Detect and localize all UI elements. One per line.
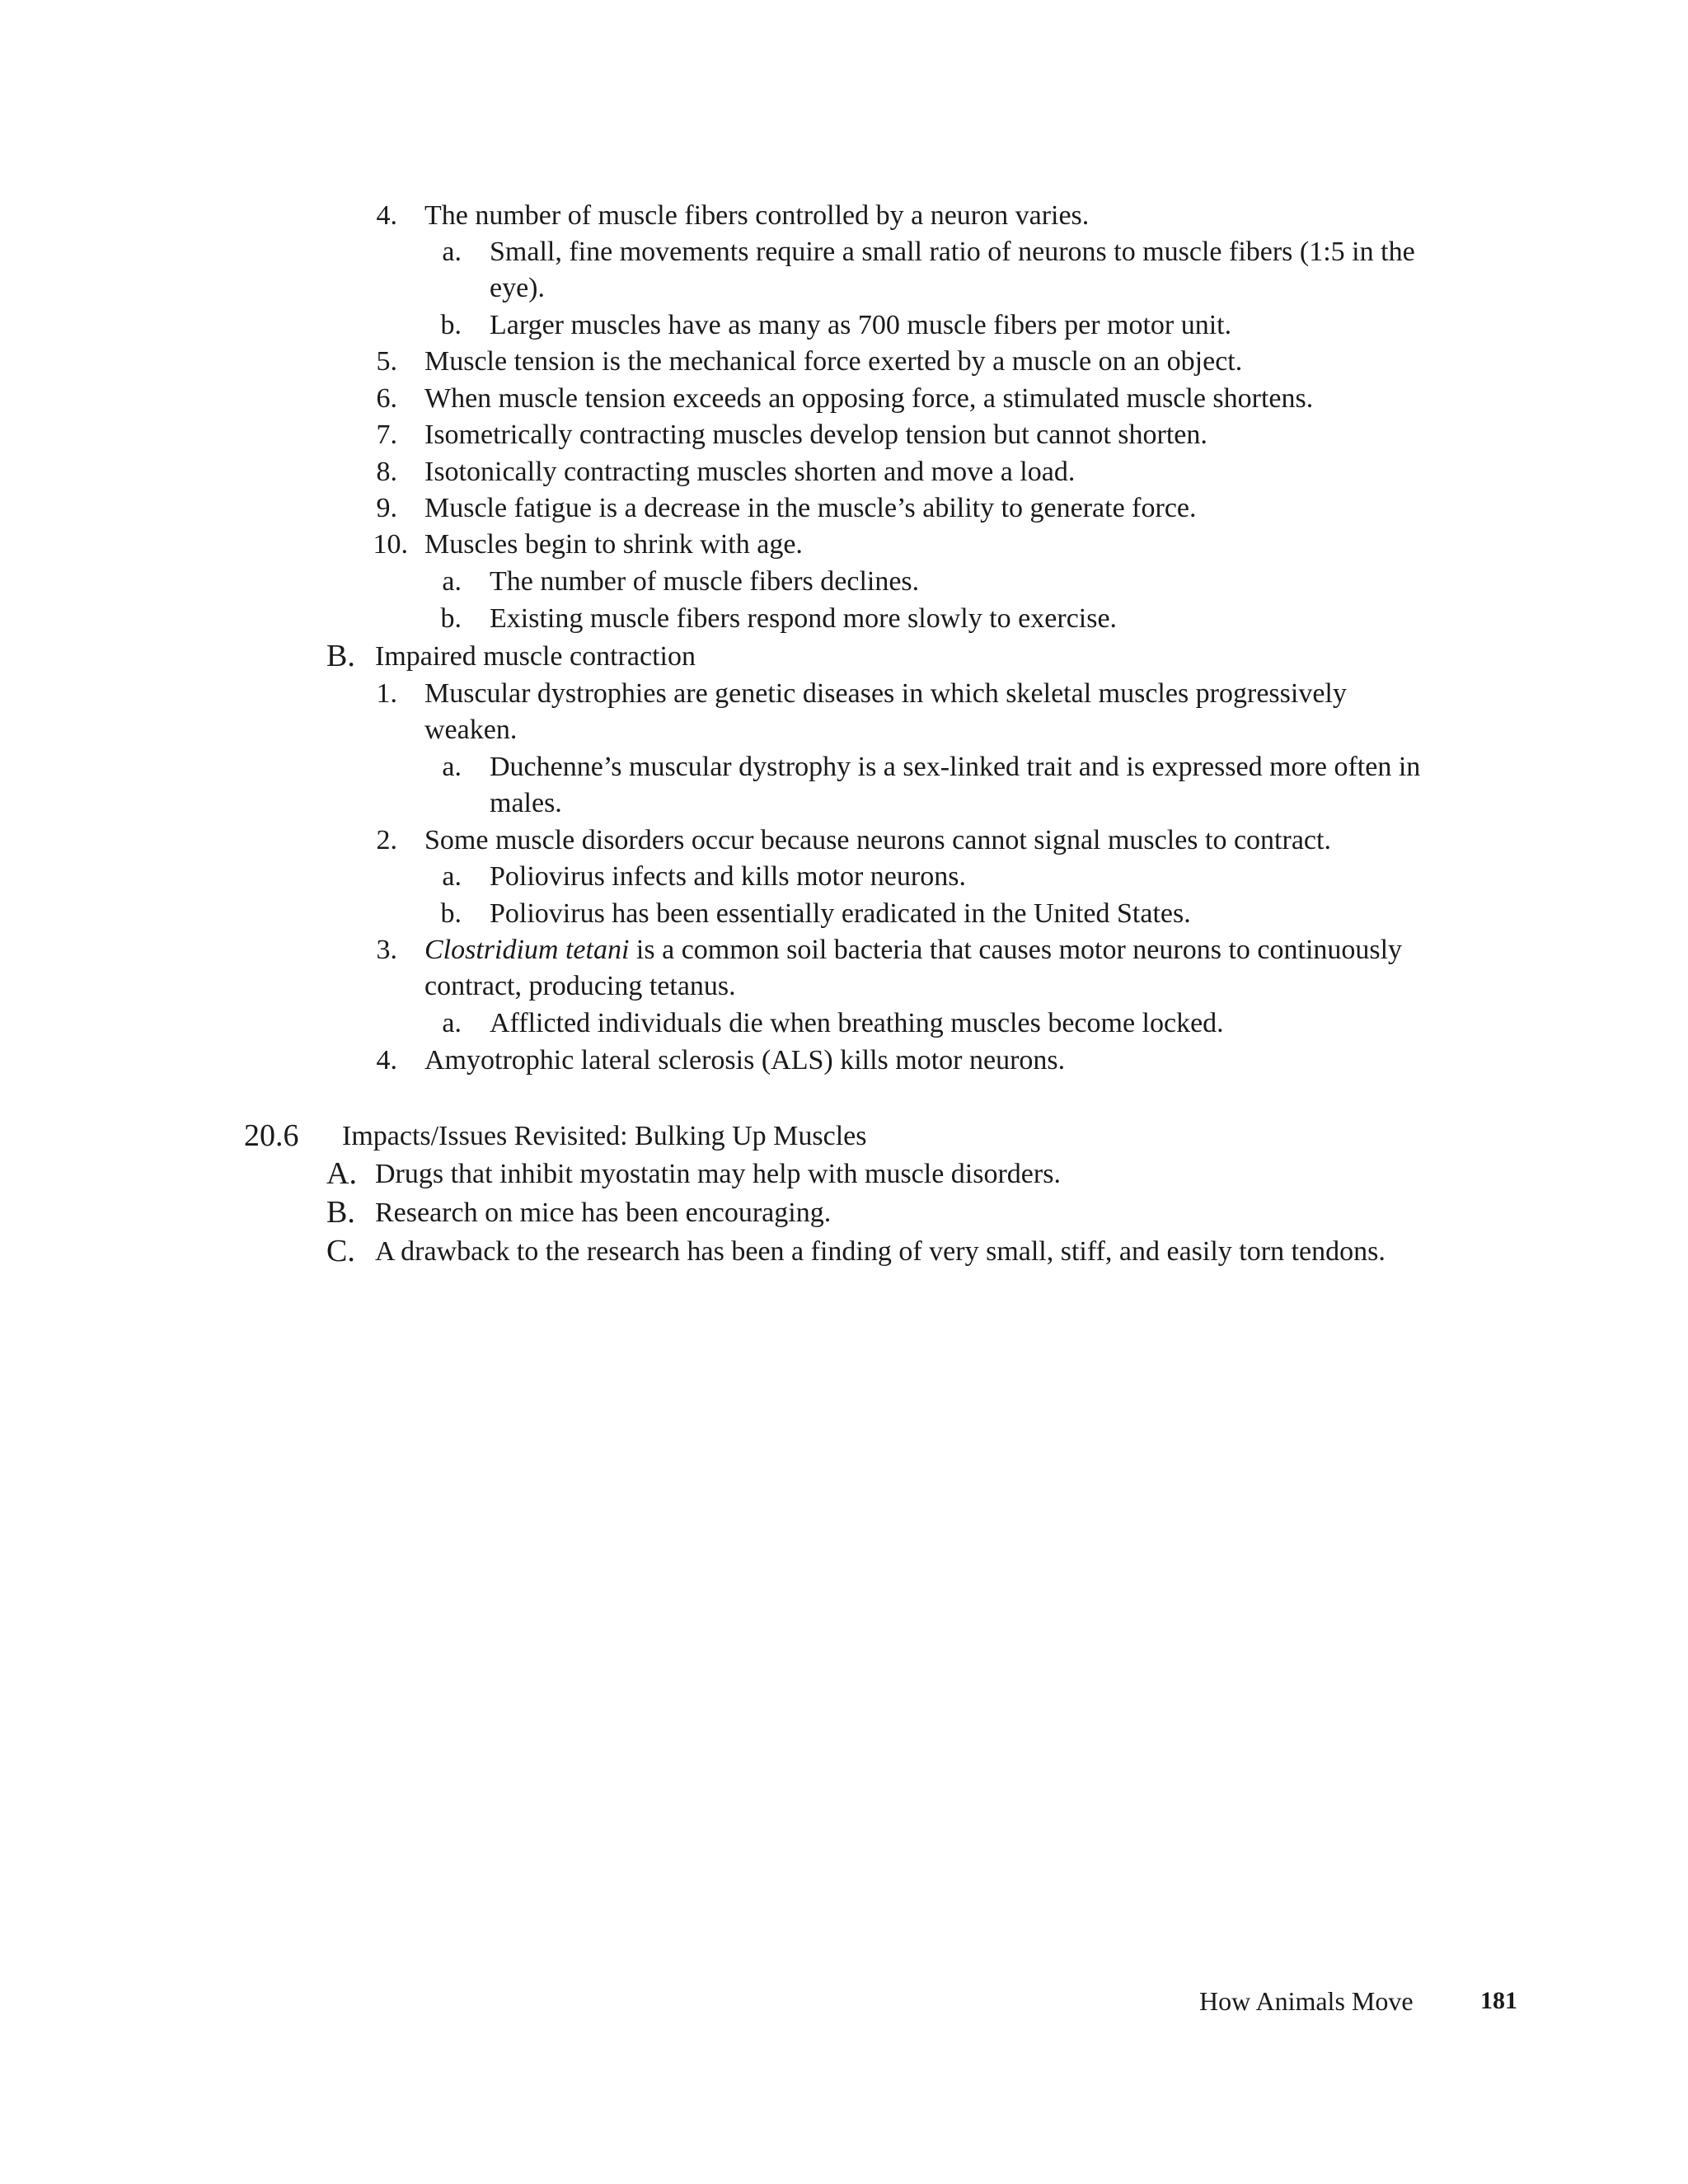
list-item-text: Drugs that inhibit myostatin may help with muscle disorders. (375, 1159, 1061, 1189)
list-item-text: The number of muscle fibers declines. (490, 566, 920, 597)
list-item-text: The number of muscle fibers controlled by a neuron varies. (424, 200, 1090, 231)
list-item-text: When muscle tension exceeds an opposing force, a stimulated muscle shortens. (424, 383, 1314, 414)
section-title: Impacts/Issues Revisited: Bulking Up Muscles (342, 1121, 867, 1151)
running-footer-title: How Animals Move (1199, 1986, 1414, 2016)
list-letter: b. (440, 603, 462, 634)
section-letter: C. (326, 1234, 355, 1268)
list-item-text: Existing muscle fibers respond more slowly to exercise. (490, 603, 1118, 634)
list-item-text: Muscle tension is the mechanical force exerted by a muscle on an object. (424, 346, 1243, 377)
list-item-text: A drawback to the research has been a finding of very small, stiff, and easily torn tendons. (375, 1236, 1386, 1267)
list-item-text: Muscular dystrophies are genetic diseases in which skeletal muscles progressively (424, 678, 1347, 709)
section-number: 20.6 (244, 1118, 299, 1153)
list-item-text: Poliovirus infects and kills motor neurons. (490, 861, 966, 892)
list-item-text: contract, producing tetanus. (424, 971, 736, 1001)
list-item-text: Muscles begin to shrink with age. (424, 529, 803, 560)
list-item-text: Amyotrophic lateral sclerosis (ALS) kills motor neurons. (424, 1045, 1066, 1076)
list-item-text: males. (490, 788, 562, 818)
section-letter: B. (326, 639, 355, 673)
list-letter: a. (442, 566, 462, 597)
list-number: 6. (376, 383, 397, 414)
list-item-text: Afflicted individuals die when breathing muscles become locked. (490, 1008, 1224, 1038)
list-item-text: Larger muscles have as many as 700 muscle fibers per motor unit. (490, 310, 1232, 340)
list-number: 4. (376, 200, 397, 231)
list-item-text: Duchenne’s muscular dystrophy is a sex-linked trait and is expressed more often in (490, 752, 1421, 782)
section-letter: B. (326, 1195, 355, 1230)
list-item-text: Small, fine movements require a small ratio of neurons to muscle fibers (1:5 in the (490, 237, 1415, 267)
list-number: 8. (376, 457, 397, 487)
list-item-text: eye). (490, 273, 546, 303)
list-item-text: Research on mice has been encouraging. (375, 1197, 832, 1228)
list-number: 2. (376, 825, 397, 855)
list-number: 5. (376, 346, 397, 377)
list-item-text: weaken. (424, 715, 518, 745)
list-number: 10. (373, 529, 408, 560)
list-item-text: Isotonically contracting muscles shorten and move a load. (424, 457, 1076, 487)
list-letter: b. (440, 898, 462, 929)
list-item-text: Isometrically contracting muscles develop tension but cannot shorten. (424, 419, 1207, 450)
list-number: 7. (376, 419, 397, 450)
list-letter: a. (442, 1008, 462, 1038)
list-letter: b. (440, 310, 462, 340)
page-number: 181 (1480, 1987, 1517, 2014)
list-number: 9. (376, 493, 397, 523)
section-letter: A. (326, 1156, 357, 1191)
list-item-text: Poliovirus has been essentially eradicated in the United States. (490, 898, 1191, 929)
list-letter: a. (442, 237, 462, 267)
list-item-text: Muscle fatigue is a decrease in the muscle’s ability to generate force. (424, 493, 1197, 523)
list-letter: a. (442, 861, 462, 892)
list-number: 3. (376, 935, 397, 965)
list-number: 1. (376, 678, 397, 709)
list-item-text: Some muscle disorders occur because neurons cannot signal muscles to contract. (424, 825, 1331, 855)
list-number: 4. (376, 1045, 397, 1076)
species-name: Clostridium tetani (424, 935, 630, 965)
list-item-text (424, 934, 1402, 967)
list-item-text-rest: is a common soil bacteria that causes motor neurons to continuously (629, 935, 1403, 965)
list-letter: a. (442, 752, 462, 782)
subsection-heading: Impaired muscle contraction (375, 641, 696, 672)
